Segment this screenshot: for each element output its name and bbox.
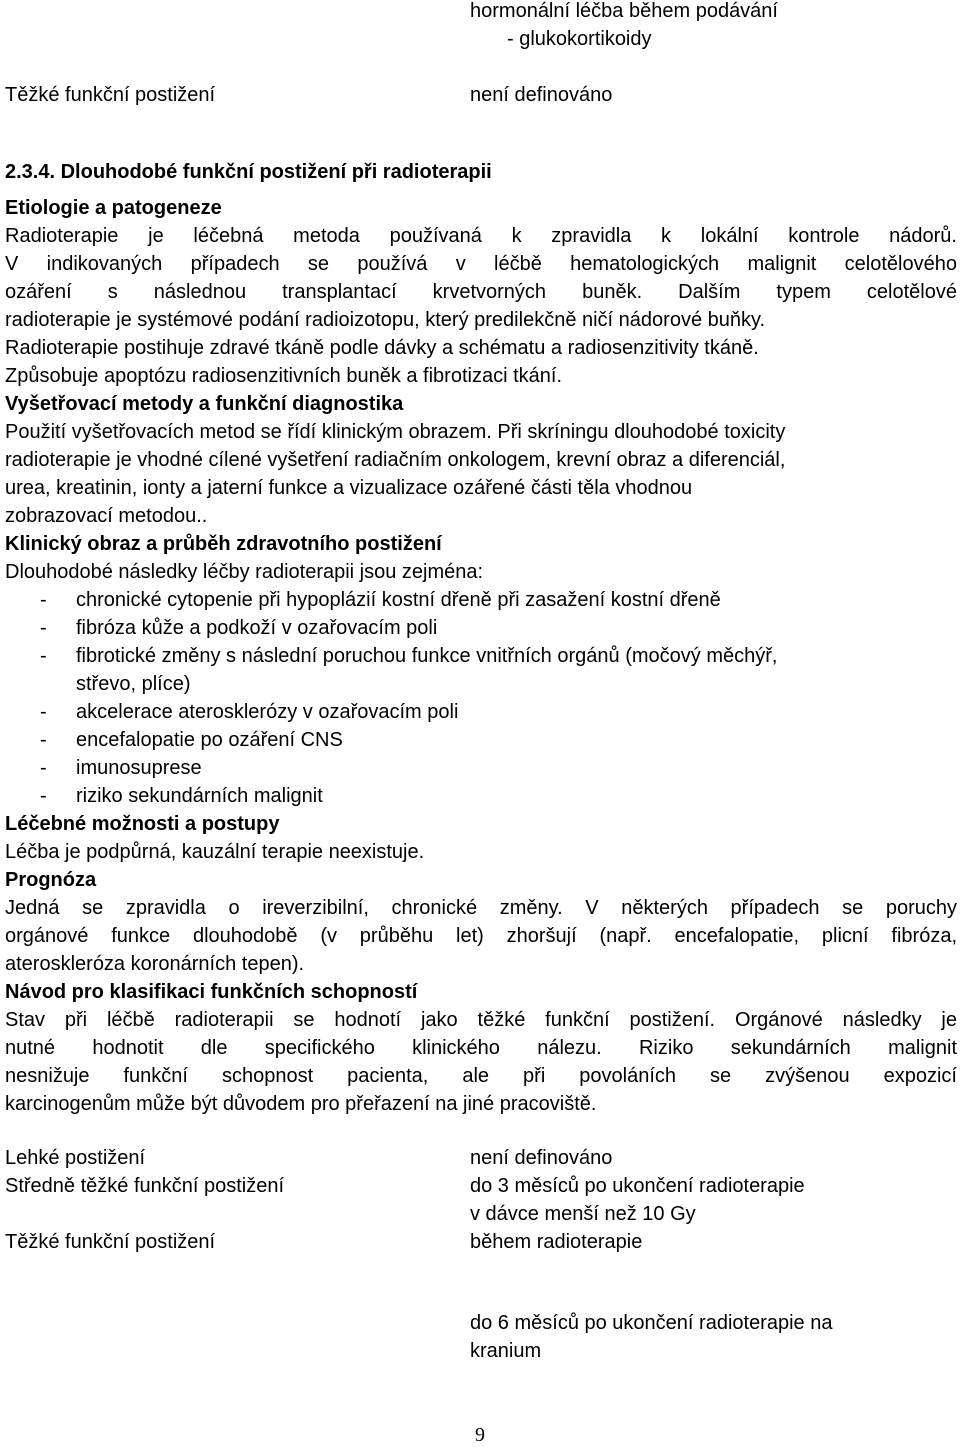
bullet-dash: - — [40, 617, 47, 639]
bullet-dash: - — [40, 701, 47, 723]
etiology-heading: Etiologie a patogeneze — [5, 197, 222, 219]
etiology-line: ozáření s následnou transplantací krvetvorných buněk. Dalším typem celotělové — [5, 281, 957, 303]
etiology-line: Způsobuje apoptózu radiosenzitivních buněk a fibrotizaci tkání. — [5, 365, 563, 387]
bullet-dash: - — [40, 589, 47, 611]
diagnostics-line: radioterapie je vhodné cílené vyšetření radiačním onkologem, krevní obraz a diferenciál, — [5, 449, 786, 471]
mild-label: Lehké postižení — [5, 1147, 146, 1169]
moderate-label: Středně těžké funkční postižení — [5, 1175, 285, 1197]
diagnostics-heading: Vyšetřovací metody a funkční diagnostika — [5, 393, 404, 415]
prognosis-heading: Prognóza — [5, 869, 97, 891]
top-severe-label: Těžké funkční postižení — [5, 84, 216, 106]
prognosis-line: ateroskleróza koronárních tepen). — [5, 953, 305, 975]
guide-heading: Návod pro klasifikaci funkčních schopností — [5, 981, 418, 1003]
list-item: fibrotické změny s následní poruchou funkce vnitřních orgánů (močový měchýř, — [76, 645, 778, 667]
list-item: encefalopatie po ozáření CNS — [76, 729, 343, 751]
bullet-dash: - — [40, 757, 47, 779]
list-item-continuation: střevo, plíce) — [76, 673, 191, 695]
severe-value: kranium — [470, 1340, 542, 1362]
guide-line: karcinogenům může být důvodem pro přeřazení na jiné pracoviště. — [5, 1093, 597, 1115]
moderate-value: v dávce menší než 10 Gy — [470, 1203, 696, 1225]
mild-value: není definováno — [470, 1147, 613, 1169]
moderate-value: do 3 měsíců po ukončení radioterapie — [470, 1175, 805, 1197]
etiology-line: Radioterapie je léčebná metoda používaná k zpravidla k lokální kontrole nádorů. — [5, 225, 957, 247]
prognosis-line: Jedná se zpravidla o ireverzibilní, chronické změny. V některých případech se poruchy — [5, 897, 957, 919]
page-number: 9 — [475, 1424, 485, 1446]
guide-line: nesnižuje funkční schopnost pacienta, ale při povoláních se zvýšenou expozicí — [5, 1065, 957, 1087]
top-line-2: - glukokortikoidy — [507, 28, 652, 50]
etiology-line: V indikovaných případech se používá v léčbě hematologických malignit celotělového — [5, 253, 957, 275]
bullet-dash: - — [40, 729, 47, 751]
section-heading: 2.3.4. Dlouhodobé funkční postižení při radioterapii — [5, 161, 492, 183]
guide-line: Stav při léčbě radioterapii se hodnotí jako těžké funkční postižení. Orgánové následky je — [5, 1009, 957, 1031]
prognosis-line: orgánové funkce dlouhodobě (v průběhu let) zhoršují (např. encefalopatie, plicní fibróza, — [5, 925, 957, 947]
list-item: riziko sekundárních malignit — [76, 785, 323, 807]
diagnostics-line: zobrazovací metodou.. — [5, 505, 208, 527]
severe-value: během radioterapie — [470, 1231, 643, 1253]
diagnostics-line: urea, kreatinin, ionty a jaterní funkce a vizualizace ozářené části těla vhodnou — [5, 477, 693, 499]
etiology-line: Radioterapie postihuje zdravé tkáně podle dávky a schématu a radiosenzitivity tkáně. — [5, 337, 759, 359]
bullet-dash: - — [40, 645, 47, 667]
clinical-heading: Klinický obraz a průběh zdravotního postižení — [5, 533, 442, 555]
treatment-text: Léčba je podpůrná, kauzální terapie neexistuje. — [5, 841, 425, 863]
top-severe-value: není definováno — [470, 84, 613, 106]
clinical-intro: Dlouhodobé následky léčby radioterapii jsou zejména: — [5, 561, 484, 583]
list-item: chronické cytopenie při hypoplázií kostní dřeně při zasažení kostní dřeně — [76, 589, 721, 611]
severe-label: Těžké funkční postižení — [5, 1231, 216, 1253]
guide-line: nutné hodnotit dle specifického klinického nálezu. Riziko sekundárních malignit — [5, 1037, 957, 1059]
list-item: fibróza kůže a podkoží v ozařovacím poli — [76, 617, 438, 639]
diagnostics-line: Použití vyšetřovacích metod se řídí klinickým obrazem. Při skríningu dlouhodobé toxicity — [5, 421, 786, 443]
list-item: imunosuprese — [76, 757, 202, 779]
list-item: akcelerace aterosklerózy v ozařovacím poli — [76, 701, 459, 723]
severe-value: do 6 měsíců po ukončení radioterapie na — [470, 1312, 833, 1334]
treatment-heading: Léčebné možnosti a postupy — [5, 813, 280, 835]
bullet-dash: - — [40, 785, 47, 807]
etiology-line: radioterapie je systémové podání radioizotopu, který predilekčně ničí nádorové buňky. — [5, 309, 766, 331]
top-line-1: hormonální léčba během podávání — [470, 0, 778, 22]
